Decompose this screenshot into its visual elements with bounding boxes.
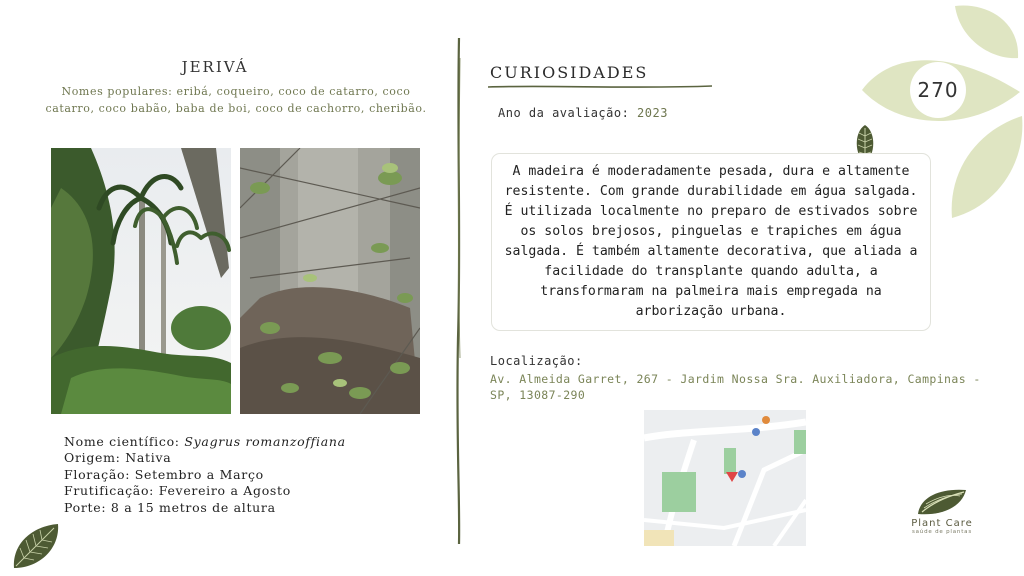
title-underline xyxy=(488,84,712,90)
fact-size: Porte: 8 a 15 metros de altura xyxy=(64,499,276,515)
fact-flowering: Floração: Setembro a Março xyxy=(64,466,264,482)
brand-name: Plant Care xyxy=(911,518,973,529)
leaf-icon xyxy=(10,522,62,570)
curiosities-text: A madeira é moderadamente pesada, dura e altamente resistente. Com grande durabilidade em água salgada. É utilizada localmente no preparo de estivados sobre os solos brejosos, pinguelas e trapiches em água salgada. É também altamente decorativa, que aliada a facilidade do transplante quando adulta, a transformaram na palmeira mais empregada na arborização urbana. xyxy=(491,153,931,331)
curiosities-title: CURIOSIDADES xyxy=(490,63,649,82)
popular-names: Nomes populares: eribá, coqueiro, coco de catarro, coco catarro, coco babão, baba de boi, coco de cachorro, cheribão. xyxy=(45,85,427,115)
brand-subtitle: saúde de plantas xyxy=(911,529,973,535)
evaluation-year: Ano da avaliação: 2023 xyxy=(498,106,668,120)
palm-trees-photo xyxy=(51,148,231,414)
leaf-logo-icon xyxy=(914,486,970,516)
fact-fruiting: Frutificação: Fevereiro a Agosto xyxy=(64,483,292,499)
location-label: Localização: xyxy=(490,354,583,368)
trunk-closeup-photo xyxy=(240,148,420,414)
plant-name: JERIVÁ xyxy=(181,58,249,76)
plant-facts xyxy=(64,434,404,516)
plant-number-badge: 270 xyxy=(917,78,959,102)
fact-scientific-name: Nome científico: Syagrus romanzoffiana xyxy=(64,434,346,449)
location-map[interactable] xyxy=(644,410,806,546)
location-address: Av. Almeida Garret, 267 - Jardim Nossa Sra. Auxiliadora, Campinas - SP, 13087-290 xyxy=(490,372,981,402)
fact-origin: Origem: Nativa xyxy=(64,450,172,466)
brand-logo xyxy=(904,486,980,535)
column-divider xyxy=(452,38,466,544)
